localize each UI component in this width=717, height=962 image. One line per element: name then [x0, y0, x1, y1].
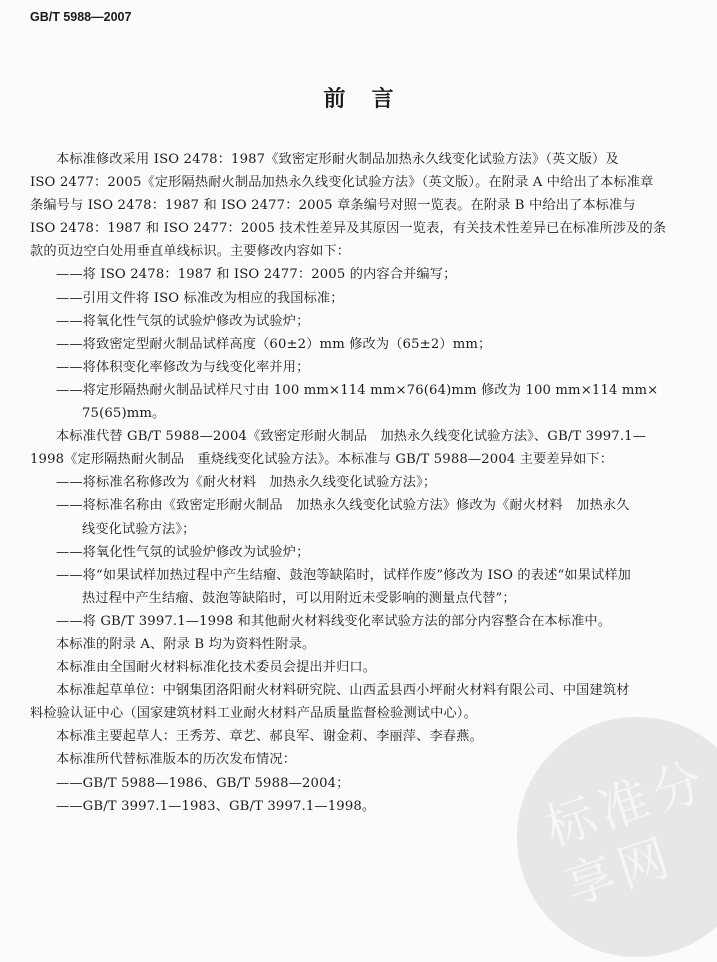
paragraph-line: 本标准由全国耐火材料标准化技术委员会提出并归口。 [56, 660, 377, 676]
list-item-continuation: 线变化试验方法》； [82, 521, 196, 537]
list-item: ——将“如果试样加热过程中产生结瘤、鼓泡等缺陷时，试样作废”修改为 ISO 的表述“如果试样加 [56, 567, 632, 583]
paragraph-line: 本标准的附录 A、附录 B 均为资料性附录。 [56, 636, 316, 652]
paragraph-line: 本标准代替 GB/T 5988—2004《致密定形耐火制品 加热永久线变化试验方法》、GB/T 3997.1— [56, 429, 647, 445]
paragraph-line: 1998《定形隔热耐火制品 重烧线变化试验方法》。本标准与 GB/T 5988—2004 主要差异如下： [30, 452, 614, 468]
list-item-continuation: 热过程中产生结瘤、鼓泡等缺陷时，可以用附近未受影响的测量点代替”； [82, 590, 516, 606]
paragraph-line: 款的页边空白处用垂直单线标识。主要修改内容如下： [30, 244, 351, 260]
document-body [30, 148, 706, 818]
paragraph-line: 本标准主要起草人：王秀芳、章艺、郝良军、谢金莉、李丽萍、李春燕。 [56, 729, 483, 745]
list-item: ——将体积变化率修改为与线变化率并用； [56, 359, 310, 375]
paragraph-line: ISO 2478：1987 和 ISO 2477：2005 技术性差异及其原因一览表，有关技术性差异已在标准所涉及的条 [30, 221, 667, 237]
paragraph-line: 本标准起草单位：中钢集团洛阳耐火材料研究院、山西孟县西小坪耐火材料有限公司、中国建筑材 [56, 683, 630, 699]
list-item: ——将标准名称由《致密定形耐火制品 加热永久线变化试验方法》修改为《耐火材料 加热永久 [56, 498, 630, 514]
list-item: ——GB/T 3997.1—1983、GB/T 3997.1—1998。 [56, 798, 376, 814]
list-item: ——将致密定型耐火制品试样高度（60±2）mm 修改为（65±2）mm； [56, 336, 492, 352]
list-item: ——引用文件将 ISO 标准改为相应的我国标准； [56, 290, 344, 306]
paragraph-line: 条编号与 ISO 2478：1987 和 ISO 2477：2005 章条编号对照一览表。在附录 B 中给出了本标准与 [30, 198, 636, 214]
standard-code: GB/T 5988—2007 [30, 10, 132, 24]
list-item: ——将 ISO 2478：1987 和 ISO 2477：2005 的内容合并编写； [56, 267, 457, 283]
list-item: ——GB/T 5988—1986、GB/T 5988—2004； [56, 775, 350, 791]
paragraph-line: 料检验认证中心（国家建筑材料工业耐火材料产品质量监督检验测试中心）。 [30, 706, 477, 722]
list-item: ——将氧化性气氛的试验炉修改为试验炉； [56, 544, 310, 560]
list-item: ——将标准名称修改为《耐火材料 加热永久线变化试验方法》； [56, 475, 437, 491]
list-item: ——将 GB/T 3997.1—1998 和其他耐火材料线变化率试验方法的部分内容整合在本标准中。 [56, 613, 612, 629]
paragraph-line: ISO 2477：2005《定形隔热耐火制品加热永久线变化试验方法》（英文版）。在附录 A 中给出了本标准章 [30, 175, 654, 191]
page-title: 前言 [323, 87, 420, 112]
paragraph-line: 本标准修改采用 ISO 2478：1987《致密定形耐火制品加热永久线变化试验方法》（英文版）及 [56, 152, 619, 167]
paragraph-line: 本标准所代替标准版本的历次发布情况： [56, 752, 297, 768]
list-item-continuation: 75(65)mm。 [82, 406, 166, 422]
list-item: ——将氧化性气氛的试验炉修改为试验炉； [56, 313, 310, 329]
watermark-text: 标准分享网 [538, 750, 716, 917]
list-item: ——将定形隔热耐火制品试样尺寸由 100 mm×114 mm×76(64)mm 修改为 100 mm×114 mm× [56, 382, 659, 398]
